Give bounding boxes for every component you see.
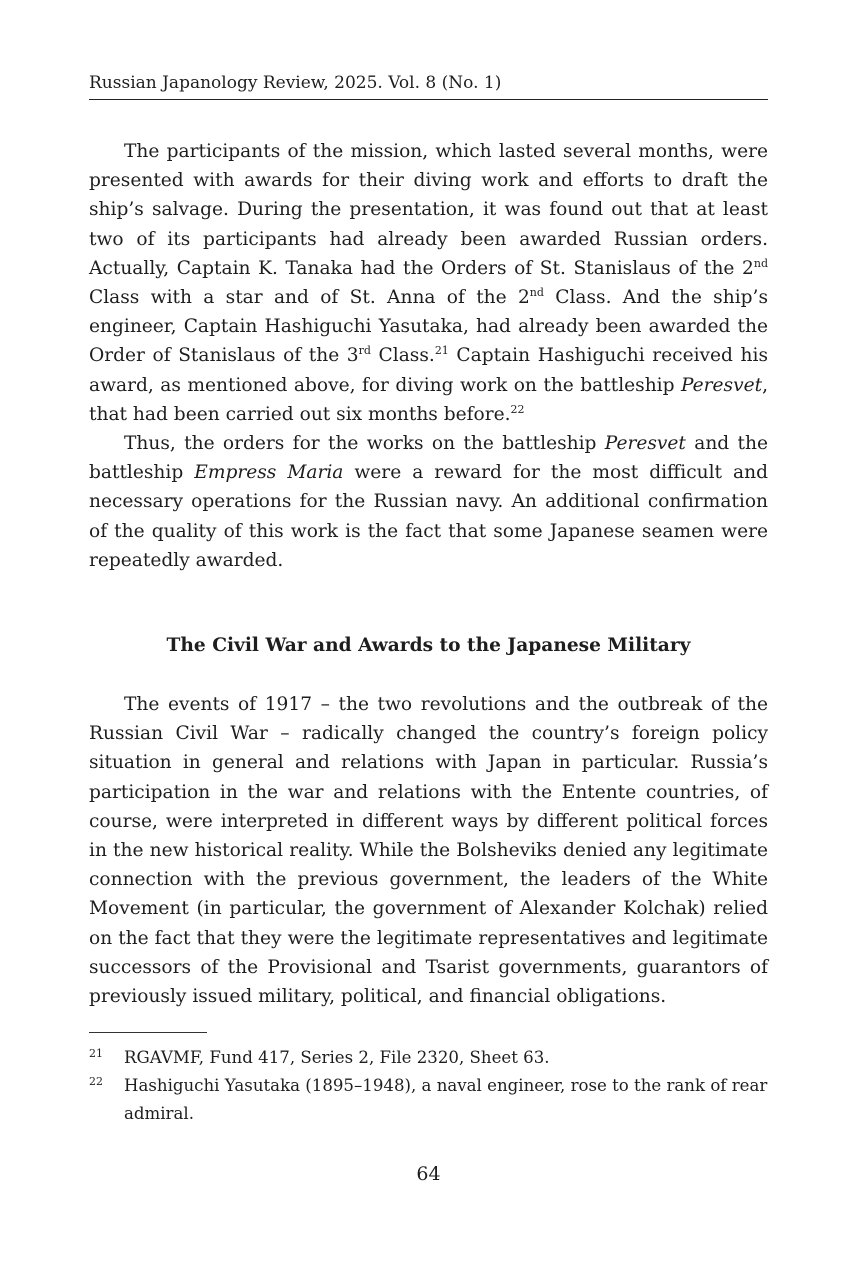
footnote-ref-22[interactable]: 22 bbox=[510, 402, 525, 416]
paragraph-1-text-c: Class. And the ship’s engineer, Captain Hashiguchi Yasutaka, had already been awarded the Order of Stanislaus of the 3 bbox=[89, 287, 768, 367]
section1-text bbox=[89, 137, 768, 575]
paragraph-2-text-a: Thus, the orders for the works on the battleship bbox=[124, 433, 605, 455]
paragraph-1-text-a: The participants of the mission, which lasted several months, were presented with awards for their diving work and efforts to draft the ship’s salvage. During the presentation, it was found out that at least two of its participants had already been awarded Russian orders. Actually, Captain K. Tanaka had the Orders of St. Stanislaus of the 2 bbox=[89, 141, 768, 279]
section2-text bbox=[89, 690, 768, 1011]
ordinal-superscript: nd bbox=[529, 285, 544, 299]
ship-name-peresvet: Peresvet bbox=[604, 433, 686, 455]
ship-name-peresvet: Peresvet bbox=[680, 374, 763, 396]
paragraph-1-text-f: , that had been carried out six months before. bbox=[89, 374, 768, 425]
footnote-number: 22 bbox=[89, 1075, 103, 1088]
footnote-text: Hashiguchi Yasutaka (1895–1948), a naval engineer, rose to the rank of rear admiral. bbox=[124, 1076, 768, 1123]
ordinal-superscript: rd bbox=[358, 344, 371, 358]
paragraph-2-text-c: were a reward for the most difficult and necessary operations for the Russian navy. An additional confirmation of the quality of this work is the fact that some Japanese seamen were repeatedly awarded. bbox=[89, 462, 768, 571]
paragraph-3: The events of 1917 – the two revolutions and the outbreak of the Russian Civil War – radically changed the country’s foreign policy situation in general and relations with Japan in particular. Russia’s participation in the war and relations with the Entente countries, of course, were interpreted in different ways by different political forces in the new historical reality. While the Bolsheviks denied any legitimate connection with the previous government, the leaders of the White Movement (in particular, the government of Alexander Kolchak) relied on the fact that they were the legitimate representatives and legitimate successors of the Provisional and Tsarist governments, guarantors of previously issued military, political, and financial obligations. bbox=[89, 694, 768, 1008]
paragraph-1 bbox=[89, 137, 768, 429]
footnote-number: 21 bbox=[89, 1047, 103, 1060]
running-head: Russian Japanology Review, 2025. Vol. 8 (No. 1) bbox=[89, 71, 768, 100]
ordinal-superscript: nd bbox=[753, 256, 768, 270]
section-heading: The Civil War and Awards to the Japanese Military bbox=[166, 635, 691, 656]
footnote-22 bbox=[89, 1072, 768, 1128]
footnote-separator bbox=[89, 1032, 207, 1033]
footnote-ref-21[interactable]: 21 bbox=[434, 344, 449, 358]
footnote-text: RGAVMF, Fund 417, Series 2, File 2320, Sheet 63. bbox=[124, 1048, 550, 1067]
paragraph-1-text-e: Captain Hashiguchi received his award, as mentioned above, for diving work on the battleship bbox=[89, 345, 768, 396]
ship-name-empress-maria: Empress Maria bbox=[194, 462, 344, 484]
paragraph-1-text-d: Class. bbox=[370, 345, 435, 367]
footnote-21 bbox=[89, 1044, 768, 1072]
paragraph-1-text-b: Class with a star and of St. Anna of the 2 bbox=[89, 287, 530, 309]
paragraph-2-text-b: and the battleship bbox=[89, 433, 768, 484]
paragraph-2 bbox=[89, 429, 768, 575]
footnotes bbox=[89, 1044, 768, 1128]
page-number: 64 bbox=[416, 1163, 441, 1185]
